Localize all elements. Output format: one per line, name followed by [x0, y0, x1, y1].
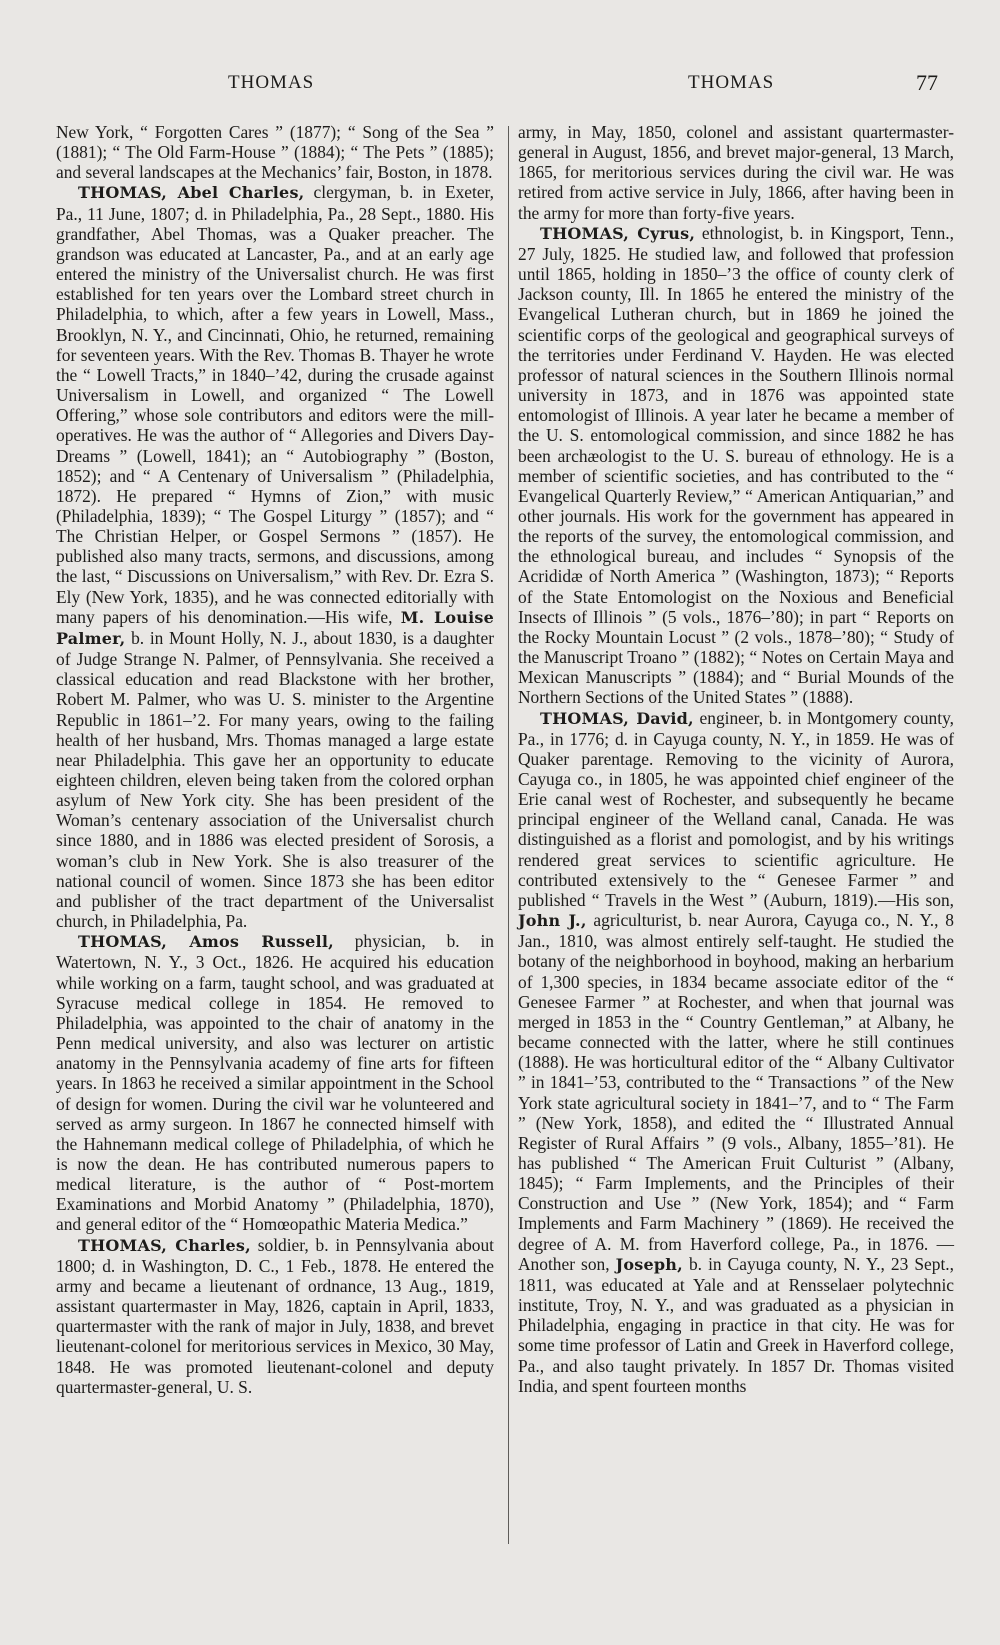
header-left-title: THOMAS	[228, 72, 315, 93]
entry-cyrus-thomas	[518, 223, 954, 708]
page-number: 77	[916, 70, 938, 95]
entry-text: physician, b. in Watertown, N. Y., 3 Oct., 1826. He acquired his education while working on a farm, taught school, and was graduated at Syracuse medical college in 1854. He removed to Philadelphia, was appointed to the chair of anatomy in the Penn medical university, and also was lecturer on artistic anatomy in the Pennsylvania academy of fine arts for fifteen years. In 1863 he received a similar appointment in the School of design for women. During the civil war he volunteered and served as army surgeon. In 1867 he connected himself with the Hahnemann medical college of Philadelphia, of which he is now the dean. He has contributed numerous papers to medical literature, is the author of “ Post-mortem Examinations and Morbid Anatomy ” (Philadelphia, 1870), and general editor of the “ Homœopathic Materia Medica.”	[56, 931, 494, 1235]
entry-abel-charles-thomas	[56, 182, 494, 931]
entry-amos-russell-thomas	[56, 931, 494, 1234]
entry-subname: Joseph,	[615, 1254, 683, 1274]
entry-name: THOMAS, Cyrus,	[540, 223, 696, 243]
entry-text: agriculturist, b. near Aurora, Cayuga co., N. Y., 8 Jan., 1810, was almost entirely self-taught. He studied the botany of the neighborhood in boyhood, making an herbarium of 1,300 species, in 1834 became associate editor of the “ Genesee Farmer ” at Rochester, and when that journal was merged in 1853 in the “ Country Gentleman,” at Albany, he became connected with the latter, where he still continues (1888). He was horticultural editor of the “ Albany Cultivator ” in 1841–’53, contributed to the “ Transactions ” of the New York state agricultural society in 1841–’7, and to “ The Farm ” (New York, 1858), and edited the “ Illustrated Annual Register of Rural Affairs ” (9 vols., Albany, 1855–’81). He has published “ The American Fruit Culturist ” (Albany, 1845); “ Farm Implements, and the Principles of their Construction and Use ” (New York, 1854); and “ Farm Implements and Farm Machinery ” (1869). He received the degree of A. M. from Haverford college, Pa., in 1876. —Another son,	[518, 910, 954, 1274]
left-column	[56, 122, 494, 1397]
entry-charles-thomas	[56, 1235, 494, 1397]
entry-text: soldier, b. in Pennsylvania about 1800; d. in Washington, D. C., 1 Feb., 1878. He entered the army and became a lieutenant of ordnance, 13 Aug., 1819, assistant quartermaster in May, 1826, captain in April, 1833, quartermaster with the rank of major in July, 1838, and brevet lieutenant-colonel for meritorious services in Mexico, 30 May, 1848. He was promoted lieutenant-colonel and deputy quartermaster-general, U. S.	[56, 1234, 494, 1397]
entry-text: clergyman, b. in Exeter, Pa., 11 June, 1807; d. in Philadelphia, Pa., 28 Sept., 1880. His grandfather, Abel Thomas, was a Quaker preacher. The grandson was educated at Lancaster, Pa., and at an early age entered the ministry of the Universalist church. He was first established for ten years over the Lombard street church in Philadelphia, to which, after a few years in Lowell, Mass., Brooklyn, N. Y., and Cincinnati, Ohio, he returned, remaining for seventeen years. With the Rev. Thomas B. Thayer he wrote the “ Lowell Tracts,” in 1840–’42, during the crusade against Universalism in Lowell, and organized “ The Lowell Offering,” whose sole contributors and editors were the mill-operatives. He was the author of “ Allegories and Divers Day-Dreams ” (Lowell, 1841); an “ Autobiography ” (Boston, 1852); and “ A Centenary of Universalism ” (Philadelphia, 1872). He prepared “ Hymns of Zion,” with music (Philadelphia, 1839); “ The Gospel Liturgy ” (1857); and “ The Christian Helper, or Gospel Sermons ” (1857). He published also many tracts, sermons, and discussions, among the last, “ Discussions on Universalism,” with Rev. Dr. Ezra S. Ely (New York, 1835), and he was connected editorially with many papers of his denomination.—His wife,	[56, 182, 494, 627]
paragraph-continuation: New York, “ Forgotten Cares ” (1877); “ Song of the Sea ” (1881); “ The Old Farm-House ” (1884); “ The Pets ” (1885); and several landscapes at the Mechanics’ fair, Boston, in 1878.	[56, 122, 494, 183]
entry-subname: M. Louise Palmer,	[56, 607, 494, 648]
entry-subname: John J.,	[518, 911, 587, 931]
entry-name: THOMAS, Abel Charles,	[78, 183, 305, 203]
entry-name: THOMAS, David,	[540, 708, 694, 728]
right-column	[518, 122, 954, 1396]
entry-name: THOMAS, Amos Russell,	[78, 932, 334, 952]
entry-text: b. in Mount Holly, N. J., about 1830, is a daughter of Judge Strange N. Palmer, of Pennsylvania. She received a classical education and read Blackstone with her brother, Robert M. Palmer, who was U. S. minister to the Argentine Republic in 1861–’2. For many years, owing to the failing health of her husband, Mrs. Thomas managed a large estate near Philadelphia. This gave her an opportunity to educate eighteen children, eleven being taken from the colored orphan asylum of New York city. She has been president of the Woman’s centenary association of the Universalist church since 1880, and in 1886 was elected president of Sorosis, a woman’s club in New York. She is also treasurer of the national council of women. Since 1873 she has been editor and publisher of the tract department of the Universalist church, in Philadelphia, Pa.	[56, 627, 494, 932]
entry-text: engineer, b. in Montgomery county, Pa., in 1776; d. in Cayuga county, N. Y., in 1859. He was of Quaker parentage. Removing to the vicinity of Aurora, Cayuga co., in 1805, he was appointed chief engineer of the Erie canal west of Rochester, and subsequently he became principal engineer of the Welland canal, Canada. He was distinguished as a florist and pomologist, and by his writings rendered great services to scientific agriculture. He contributed extensively to the “ Genesee Farmer ” and published “ Travels in the West ” (Auburn, 1819).—His son,	[518, 707, 954, 910]
entry-name: THOMAS, Charles,	[78, 1235, 251, 1255]
running-header	[0, 72, 1000, 102]
entry-text: ethnologist, b. in Kingsport, Tenn., 27 July, 1825. He studied law, and followed that profession until 1865, holding in 1850–’3 the office of county clerk of Jackson county, Ill. In 1865 he entered the ministry of the Evangelical Lutheran church, but in 1869 he joined the scientific corps of the geological and geographical surveys of the territories under Ferdinand V. Hayden. He was elected professor of natural sciences in the Southern Illinois normal university in 1873, and in 1876 was appointed state entomologist of Illinois. A year later he became a member of the U. S. entomological commission, and since 1882 he has been archæologist to the U. S. bureau of ethnology. He is a member of scientific societies, and has contributed to the “ Evangelical Quarterly Review,” “ American Antiquarian,” and other journals. His work for the government has appeared in the reports of the survey, the entomological commission, and the ethnological bureau, and includes “ Synopsis of the Acrididæ of North America ” (Washington, 1873); “ Reports of the State Entomologist on the Noxious and Beneficial Insects of Illinois ” (5 vols., 1876–’80); in part “ Reports on the Rocky Mountain Locust ” (2 vols., 1878–’80); “ Study of the Manuscript Troano ” (1882); “ Notes on Certain Maya and Mexican Manuscripts ” (1884); and “ Burial Mounds of the Northern Sections of the United States ” (1888).	[518, 222, 954, 708]
header-right-title: THOMAS	[688, 72, 775, 93]
entry-text: b. in Cayuga county, N. Y., 23 Sept., 1811, was educated at Yale and at Rensselaer polytechnic institute, Troy, N. Y., and was graduated as a physician in Philadelphia, engaging in practice in that city. He was for some time professor of Latin and Greek in Haverford college, Pa., and also taught privately. In 1857 Dr. Thomas visited India, and spent fourteen months	[518, 1253, 954, 1396]
entry-david-thomas	[518, 708, 954, 1396]
column-divider	[508, 126, 509, 1544]
paragraph-continuation: army, in May, 1850, colonel and assistant quartermaster-general in August, 1856, and brevet major-general, 13 March, 1865, for meritorious services during the civil war. He was retired from active service in July, 1866, after having been in the army for more than forty-five years.	[518, 122, 954, 223]
